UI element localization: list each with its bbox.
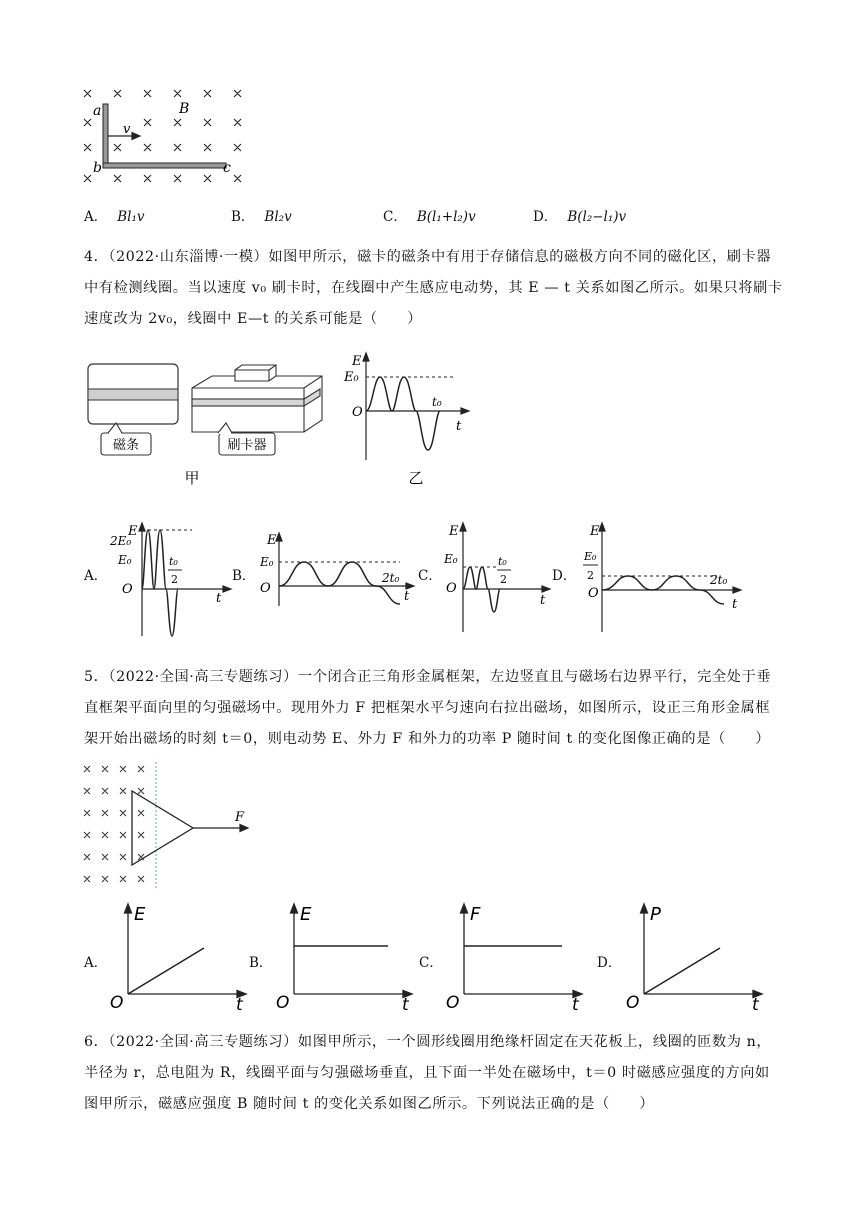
q5-field-crosses <box>84 766 144 882</box>
q4-option-d-letter[interactable]: D． <box>552 568 577 584</box>
q5-option-c-graph[interactable] <box>444 900 594 1010</box>
q5-line-1: 5．（2022·全国·高三专题练习）一个闭合正三角形金属框架，左边竖直且与磁场右边界平行，完全处于垂 <box>84 669 772 685</box>
q5-a-y: E <box>134 904 146 925</box>
b-E: E <box>267 533 277 548</box>
q5-a-line <box>128 948 204 994</box>
q6-line-2: 半径为 r，总电阻为 R，线圈平面与匀强磁场垂直，且下面一半处在磁场中，t＝0 时磁感应强度的方向如 <box>84 1065 770 1081</box>
q4-line-3: 速度改为 2v₀，线圈中 E—t 的关系可能是（ ） <box>84 311 423 327</box>
q4-line-1: 4．（2022·山东淄博·一模）如图甲所示，磁卡的磁条中有用于存储信息的磁极方向不同的磁化区，刷卡器 <box>84 249 772 265</box>
q5-d-y: P <box>650 904 661 925</box>
yi-t: t <box>456 419 462 434</box>
q6-stem <box>84 1027 784 1120</box>
d-t: t <box>732 597 738 612</box>
q5-force-label: F <box>235 810 245 825</box>
b-tmark: 2t₀ <box>382 571 400 585</box>
option-expr: Bl₁v <box>117 209 145 225</box>
q5-option-b-graph[interactable] <box>274 900 424 1010</box>
q5-c-y: F <box>470 904 481 925</box>
q4-option-a-letter[interactable]: A． <box>84 568 108 584</box>
b-t: t <box>404 589 410 604</box>
option-letter: D． <box>533 209 558 225</box>
a-t-den: 2 <box>171 573 178 586</box>
q4-caption-jia: 甲 <box>184 469 200 487</box>
c-O: O <box>446 581 457 596</box>
c-t-den: 2 <box>500 573 507 586</box>
a-t: t <box>216 591 222 606</box>
q4-option-d-graph[interactable] <box>572 518 752 636</box>
q3-option-b[interactable] <box>231 210 292 224</box>
q5-b-y: E <box>300 904 312 925</box>
c-t: t <box>540 593 546 608</box>
q5-line-3: 架开始出磁场的时刻 t＝0，则电动势 E、外力 F 和外力的功率 P 随时间 t 的变化图像正确的是（ ） <box>84 731 771 747</box>
magnetic-strip <box>88 389 178 400</box>
b-E0: E₀ <box>260 555 274 569</box>
a-t-num: t₀ <box>169 555 178 568</box>
option-expr: B(l₂−l₁)v <box>567 209 627 225</box>
q5-d-line <box>644 948 720 994</box>
q3-option-a[interactable] <box>84 210 145 224</box>
q5-a-O: O <box>110 993 124 1010</box>
yi-O: O <box>352 405 363 420</box>
q4-option-c-graph[interactable] <box>438 518 558 636</box>
q4-figure-jia <box>84 360 334 490</box>
yi-E: E <box>352 354 362 369</box>
a-E: E <box>128 524 138 539</box>
q5-option-b-letter[interactable]: B． <box>249 955 273 971</box>
q4-option-a-graph[interactable] <box>106 518 236 638</box>
q3-label-c: c <box>223 160 231 176</box>
q5-option-a-letter[interactable]: A． <box>84 955 108 971</box>
a-peak: 2E₀ <box>110 534 132 548</box>
b-O: O <box>260 581 271 596</box>
q5-stem <box>84 662 784 755</box>
d-tmark: 2t₀ <box>710 573 728 587</box>
q5-b-O: O <box>276 993 290 1010</box>
q5-b-x: t <box>402 995 409 1010</box>
option-expr: Bl₂v <box>264 209 292 225</box>
d-E: E <box>590 524 600 539</box>
q5-option-a-graph[interactable] <box>108 900 258 1010</box>
q3-figure <box>80 86 260 190</box>
a-O: O <box>122 582 133 597</box>
card-reader <box>192 365 322 432</box>
q5-option-d-letter[interactable]: D． <box>597 955 622 971</box>
d-O: O <box>588 586 599 601</box>
q6-line-3: 图甲所示，磁感应强度 B 随时间 t 的变化关系如图乙所示。下列说法正确的是（ ） <box>84 1096 655 1112</box>
q5-option-c-letter[interactable]: C． <box>419 955 443 971</box>
q3-option-c[interactable] <box>383 210 476 224</box>
q5-line-2: 直框架平面向里的匀强磁场中。现用外力 F 把框架水平匀速向右拉出磁场，如图所示，设正三角形金属框 <box>84 700 771 716</box>
q4-stem <box>84 242 784 335</box>
c-E0: E₀ <box>444 552 458 566</box>
q3-label-a: a <box>93 103 102 119</box>
a-E0: E₀ <box>118 553 132 567</box>
option-letter: C． <box>383 209 407 225</box>
q5-figure <box>80 762 260 888</box>
yi-E0: E₀ <box>344 370 359 385</box>
c-E: E <box>449 524 459 539</box>
q4-caption-yi: 乙 <box>408 469 424 487</box>
q5-d-x: t <box>752 995 759 1010</box>
q4-option-b-graph[interactable] <box>254 530 420 620</box>
q5-a-x: t <box>236 995 243 1010</box>
q3-option-d[interactable] <box>533 210 626 224</box>
d-E0-den: 2 <box>587 569 594 582</box>
q6-line-1: 6．（2022·全国·高三专题练习）如图甲所示，一个圆形线圈用绝缘杆固定在天花板上，线圈的匝数为 n， <box>84 1034 772 1050</box>
q4-option-c-letter[interactable]: C． <box>418 568 442 584</box>
q5-triangle-frame <box>132 791 193 865</box>
option-letter: B． <box>231 209 255 225</box>
q5-c-O: O <box>446 993 460 1010</box>
q5-c-x: t <box>572 995 579 1010</box>
q4-yi-curve <box>366 377 440 450</box>
c-t-num: t₀ <box>498 555 507 568</box>
q4-option-b-letter[interactable]: B． <box>232 568 256 584</box>
q5-d-O: O <box>626 993 640 1010</box>
yi-t0: t₀ <box>432 395 442 409</box>
q5-option-d-graph[interactable] <box>624 900 774 1010</box>
option-letter: A． <box>84 209 108 225</box>
q4-magstrip-label: 磁条 <box>112 438 140 453</box>
option-expr: B(l₁+l₂)v <box>416 209 476 225</box>
q4-reader-label: 刷卡器 <box>227 438 267 453</box>
q3-label-b: b <box>93 160 102 176</box>
d-E0-num: E₀ <box>584 550 597 563</box>
q3-label-B: B <box>179 101 190 117</box>
q4-figure-yi <box>336 350 476 490</box>
q3-label-v: v <box>123 122 131 137</box>
q4-line-2: 中有检测线圈。当以速度 v₀ 刷卡时，在线圈中产生感应电动势，其 E — t 关系如图乙所示。如果只将刷卡 <box>84 280 783 296</box>
